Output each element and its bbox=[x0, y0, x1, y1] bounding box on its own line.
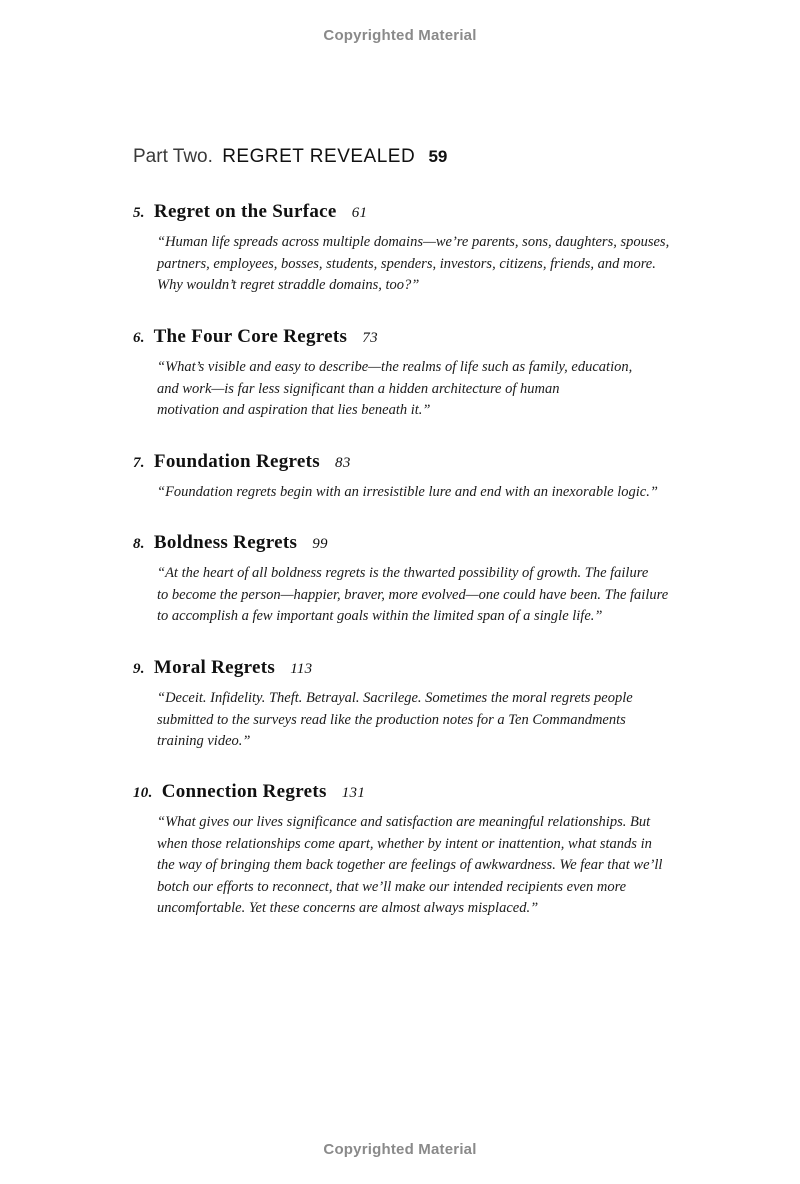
quote-line: “At the heart of all boldness regrets is the thwarted possibility of growth. The failure bbox=[157, 565, 649, 581]
chapter-entry bbox=[133, 657, 693, 753]
chapter-title-line bbox=[133, 326, 693, 348]
chapter-entry bbox=[133, 451, 693, 504]
chapter-quote bbox=[157, 688, 693, 753]
quote-line: submitted to the surveys read like the production notes for a Ten Commandments bbox=[157, 711, 626, 728]
chapter-title: Regret on the Surface bbox=[153, 201, 337, 222]
chapter-title: Connection Regrets bbox=[161, 781, 327, 802]
chapter-number: 9. bbox=[133, 661, 145, 677]
part-title: REGRET REVEALED bbox=[222, 146, 416, 167]
chapter-number: 8. bbox=[133, 536, 145, 552]
chapter-quote bbox=[157, 812, 693, 920]
quote-line: motivation and aspiration that lies beneath it.” bbox=[157, 402, 431, 418]
quote-line: and work—is far less significant than a hidden architecture of human bbox=[157, 380, 560, 397]
chapter-title-line bbox=[133, 451, 693, 473]
quote-line: training video.” bbox=[157, 733, 251, 749]
copyright-notice-bottom: Copyrighted Material bbox=[323, 1141, 477, 1158]
chapter-number: 6. bbox=[133, 330, 145, 346]
quote-line: “What gives our lives significance and satisfaction are meaningful relationships. But bbox=[157, 814, 651, 830]
part-page-number: 59 bbox=[428, 147, 448, 166]
chapter-page-number: 61 bbox=[351, 205, 368, 221]
chapter-number: 10. bbox=[133, 785, 153, 801]
quote-line: Why wouldn’t regret straddle domains, too?” bbox=[157, 277, 420, 293]
quote-line: to accomplish a few important goals within the limited span of a single life.” bbox=[157, 608, 603, 624]
part-label: Part Two. bbox=[133, 146, 213, 167]
chapter-title-line bbox=[133, 532, 693, 554]
quote-line: uncomfortable. Yet these concerns are almost always misplaced.” bbox=[157, 900, 539, 916]
quote-line: “Foundation regrets begin with an irresistible lure and end with an inexorable logic.” bbox=[157, 484, 658, 500]
chapter-entry bbox=[133, 532, 693, 628]
quote-line: botch our efforts to reconnect, that we’ll make our intended recipients even more bbox=[157, 878, 627, 895]
quote-line: “What’s visible and easy to describe—the realms of life such as family, education, bbox=[157, 359, 633, 375]
chapter-page-number: 73 bbox=[362, 330, 378, 346]
quote-line: “Deceit. Infidelity. Theft. Betrayal. Sacrilege. Sometimes the moral regrets people bbox=[157, 690, 633, 706]
chapter-number: 7. bbox=[133, 455, 145, 471]
quote-line: partners, employees, bosses, students, spenders, investors, citizens, friends, and more. bbox=[157, 255, 656, 272]
chapter-quote bbox=[157, 563, 693, 628]
chapter-page-number: 83 bbox=[335, 455, 351, 471]
chapter-entry bbox=[133, 201, 693, 297]
chapter-quote bbox=[157, 482, 693, 504]
chapter-page-number: 99 bbox=[312, 536, 328, 552]
copyright-notice-top: Copyrighted Material bbox=[323, 27, 477, 44]
part-heading bbox=[133, 146, 447, 168]
chapter-page-number: 131 bbox=[341, 785, 366, 801]
chapter-quote bbox=[157, 357, 693, 422]
chapter-title-line bbox=[133, 201, 693, 223]
chapter-entry bbox=[133, 781, 693, 920]
chapter-title: Boldness Regrets bbox=[153, 532, 298, 553]
chapter-number: 5. bbox=[133, 205, 145, 221]
chapter-title: The Four Core Regrets bbox=[153, 326, 348, 347]
chapter-title-line bbox=[133, 781, 693, 803]
chapter-page-number: 113 bbox=[290, 661, 313, 677]
quote-line: when those relationships come apart, whether by intent or inattention, what stands in bbox=[157, 835, 652, 852]
chapter-title: Moral Regrets bbox=[153, 657, 276, 678]
chapter-quote bbox=[157, 232, 693, 297]
quote-line: to become the person—happier, braver, more evolved—one could have been. The failure bbox=[157, 586, 669, 603]
quote-line: the way of bringing them back together are feelings of awkwardness. We fear that we’ll bbox=[157, 857, 663, 873]
chapter-entry bbox=[133, 326, 693, 422]
quote-line: “Human life spreads across multiple domains—we’re parents, sons, daughters, spouses, bbox=[157, 234, 670, 250]
chapter-title: Foundation Regrets bbox=[153, 451, 320, 472]
chapter-title-line bbox=[133, 657, 693, 679]
